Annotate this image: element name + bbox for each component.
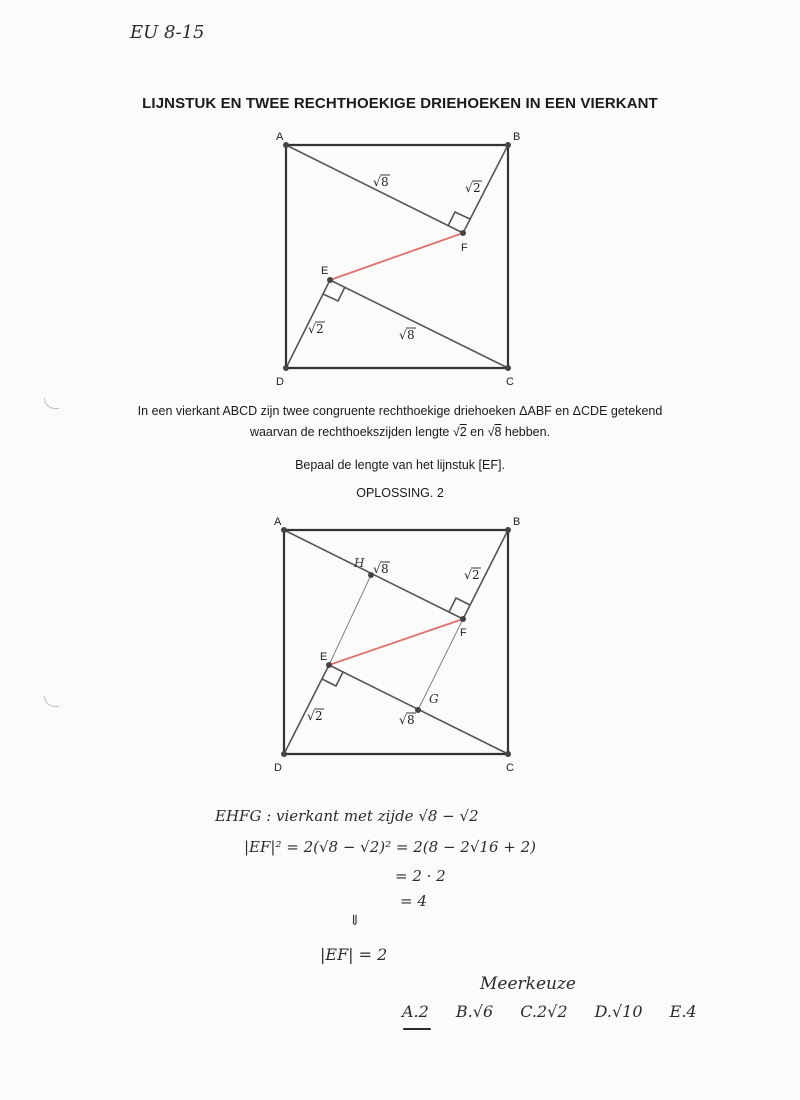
choice-e: E.4 (669, 1002, 697, 1021)
label-e: E (321, 265, 329, 277)
multiple-choice-options (402, 1002, 697, 1021)
point-c-2 (505, 751, 511, 757)
svg-text:√: √ (373, 562, 381, 576)
question-text: Bepaal de lengte van het lijnstuk [EF]. (295, 458, 505, 472)
page-title: LIJNSTUK EN TWEE RECHTHOEKIGE DRIEHOEKEN IN EEN VIERKANT (142, 95, 658, 112)
svg-text:√: √ (308, 322, 316, 336)
choice-a: A.2 (402, 1002, 429, 1021)
label-g: G (429, 692, 439, 706)
label-f: F (461, 242, 468, 254)
svg-text:√: √ (465, 181, 473, 195)
problem-line-1: In een vierkant ABCD zijn twee congruente rechthoekige driehoeken ΔABF en ΔCDE getekend (137, 404, 663, 418)
multiple-choice-label: Meerkeuze (480, 974, 576, 994)
svg-text:√: √ (399, 328, 407, 342)
label-d: D (276, 376, 284, 388)
svg-text:2: 2 (472, 568, 480, 582)
point-f-2 (460, 616, 466, 622)
svg-text:8: 8 (407, 328, 415, 342)
label-a: A (276, 131, 284, 143)
choice-d: D.√10 (594, 1002, 643, 1021)
label-c-2: C (506, 762, 514, 774)
svg-text:8: 8 (381, 562, 389, 576)
choice-c: C.2√2 (520, 1002, 568, 1021)
label-e-2: E (320, 651, 328, 663)
length-label-ce-2 (399, 713, 416, 727)
segment-ef-2 (329, 619, 463, 665)
svg-text:√: √ (399, 713, 407, 727)
point-g (415, 707, 421, 713)
handwritten-result: |EF| = 2 (320, 945, 388, 964)
svg-text:8: 8 (407, 713, 415, 727)
svg-text:2: 2 (316, 322, 324, 336)
length-label-af-2 (373, 562, 390, 576)
label-b: B (513, 131, 521, 143)
svg-text:2: 2 (473, 181, 481, 195)
label-c: C (506, 376, 514, 388)
point-b-2 (505, 527, 511, 533)
point-a-2 (281, 527, 287, 533)
handwritten-line-2: |EF|² = 2(√8 − √2)² = 2(8 − 2√16 + 2) (244, 838, 536, 856)
svg-text:8: 8 (381, 175, 389, 189)
label-b-2: B (513, 516, 521, 528)
svg-text:√: √ (307, 709, 315, 723)
label-d-2: D (274, 762, 282, 774)
length-label-bf-2 (464, 568, 481, 582)
label-h: H (354, 556, 365, 570)
segment-eh (329, 575, 371, 665)
handwritten-line-1: EHFG : vierkant met zijde √8 − √2 (215, 807, 479, 825)
label-f-2: F (460, 627, 467, 639)
handwritten-line-3: = 2 · 2 (395, 867, 446, 885)
solution-heading: OPLOSSING. 2 (356, 486, 444, 500)
svg-text:2: 2 (315, 709, 323, 723)
length-label-de-2 (307, 709, 324, 723)
reference-note: EU 8-15 (130, 22, 205, 43)
point-d-2 (281, 751, 287, 757)
svg-text:√: √ (373, 175, 381, 189)
handwritten-line-4: = 4 (400, 892, 427, 910)
problem-line-2: waarvan de rechthoekszijden lengte √2 en √8 hebben. (249, 425, 551, 439)
choice-a-underline (403, 1028, 431, 1030)
choice-b: B.√6 (455, 1002, 494, 1021)
label-a-2: A (274, 516, 282, 528)
implies-arrow: ⇓ (349, 913, 361, 929)
svg-text:√: √ (464, 568, 472, 582)
